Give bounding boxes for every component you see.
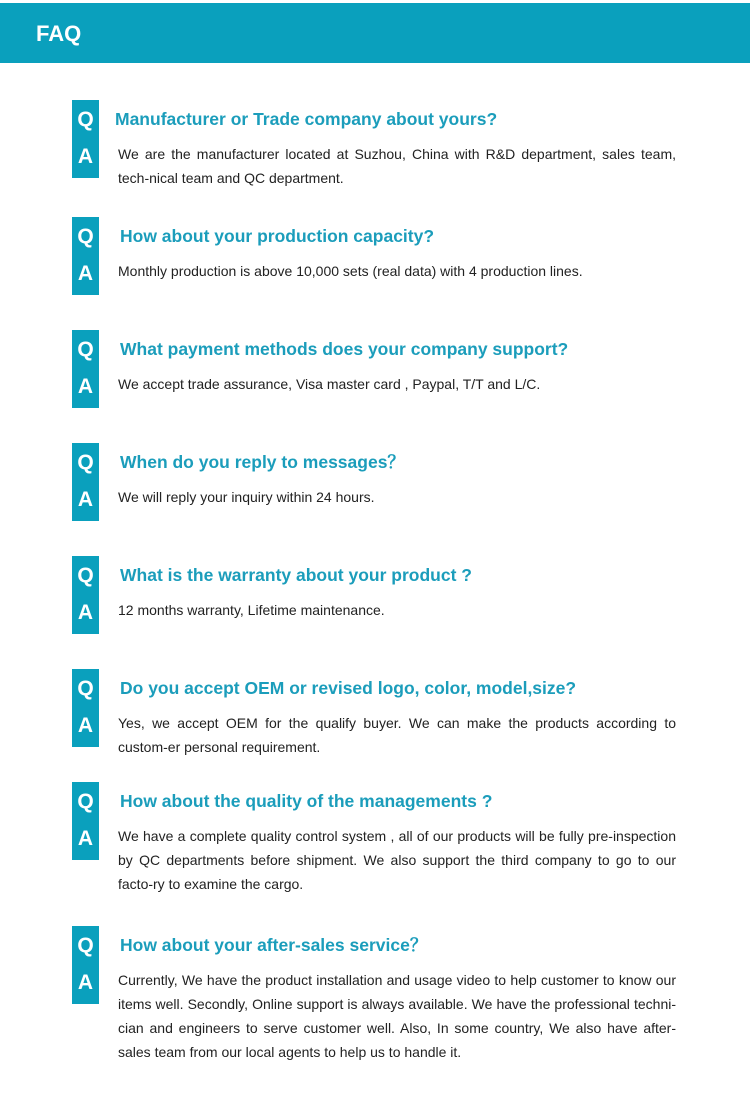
faq-answer: Yes, we accept OEM for the qualify buyer. We can make the products according to custom-er personal requirement. (118, 715, 676, 755)
q-label: Q (77, 338, 94, 361)
faq-answer: We will reply your inquiry within 24 hours. (118, 489, 375, 505)
faq-answer: 12 months warranty, Lifetime maintenance. (118, 602, 385, 618)
q-label: Q (77, 934, 94, 957)
a-label: A (77, 488, 94, 511)
q-label: Q (77, 225, 94, 248)
faq-question: How about your production capacity? (120, 226, 435, 246)
a-label: A (77, 827, 94, 850)
qa-label-bar (72, 556, 99, 634)
q-label: Q (77, 790, 94, 813)
qa-label-bar (72, 782, 99, 860)
q-label: Q (77, 108, 94, 131)
faq-question: Manufacturer or Trade company about yours? (115, 109, 498, 129)
q-label: Q (77, 564, 94, 587)
a-label: A (77, 262, 94, 285)
qa-label-bar (72, 217, 99, 295)
q-label: Q (77, 451, 94, 474)
faq-question: What is the warranty about your product ? (120, 565, 472, 585)
a-label: A (77, 601, 94, 624)
a-label: A (77, 145, 94, 168)
faq-question: When do you reply to messages？ (120, 452, 405, 472)
page-title: FAQ (36, 21, 82, 46)
qa-label-bar (72, 926, 99, 1004)
faq-answer: We accept trade assurance, Visa master card , Paypal, T/T and L/C. (118, 376, 541, 392)
faq-question: What payment methods does your company support? (120, 339, 569, 359)
faq-answer: Monthly production is above 10,000 sets (real data) with 4 production lines. (118, 263, 583, 279)
faq-answer: We are the manufacturer located at Suzhou, China with R&D department, sales team, tech-nical team and QC department. (118, 146, 676, 186)
faq-answer: We have a complete quality control system , all of our products will be fully pre-inspection by QC departments before shipment. We also support the third company to go to our facto-ry to examine the cargo. (118, 828, 676, 892)
faq-question: How about your after-sales service？ (120, 935, 428, 955)
a-label: A (77, 375, 94, 398)
faq-question: How about the quality of the managements ? (120, 791, 493, 811)
qa-label-bar (72, 330, 99, 408)
qa-label-bar (72, 669, 99, 747)
faq-question: Do you accept OEM or revised logo, color, model,size? (120, 678, 577, 698)
qa-label-bar (72, 443, 99, 521)
qa-label-bar (72, 100, 99, 178)
a-label: A (77, 971, 94, 994)
q-label: Q (77, 677, 94, 700)
faq-header (0, 3, 750, 63)
faq-answer: Currently, We have the product installation and usage video to help customer to know our items well. Secondly, Online support is always available. We have the professional techni-cian and engineers to serve customer well. Also, In some country, We also have after-sales team from our local agents to help us to handle it. (118, 972, 676, 1060)
a-label: A (77, 714, 94, 737)
